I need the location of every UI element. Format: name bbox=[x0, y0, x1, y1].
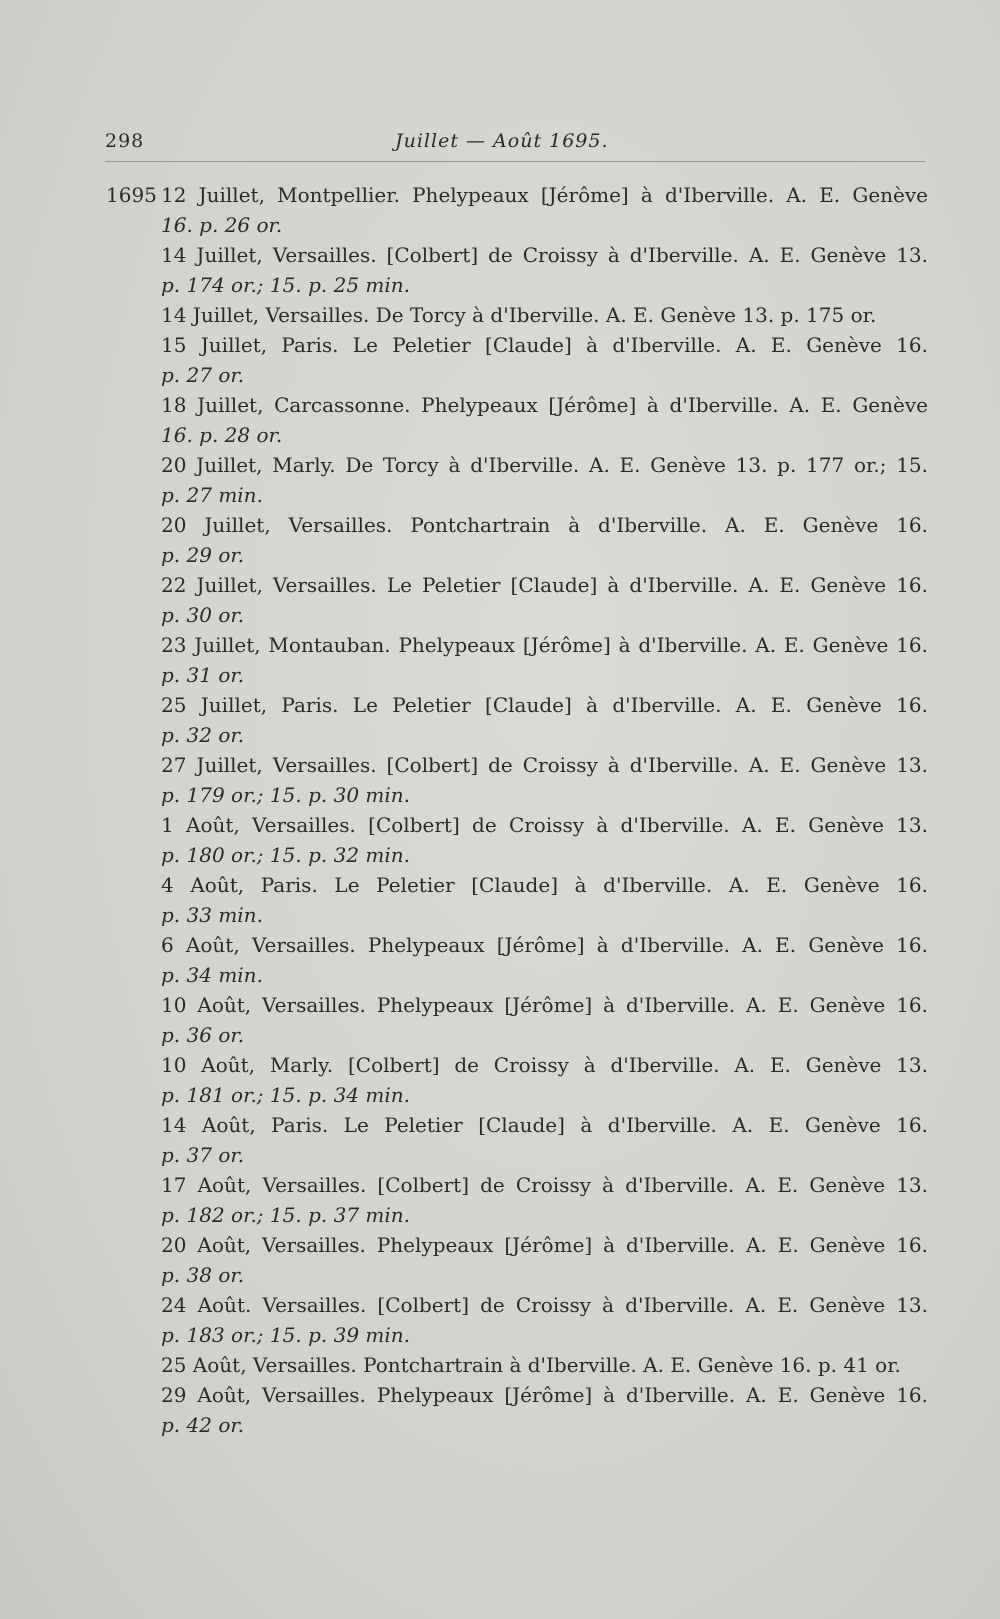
entry-main-line bbox=[106, 300, 928, 330]
entry-reference: p. 180 or.; 15. p. 32 min. bbox=[161, 843, 410, 867]
list-item bbox=[106, 930, 928, 990]
entry-text: 4 Août, Paris. Le Peletier [Claude] à d'Iberville. A. E. Genève 16. bbox=[161, 873, 928, 897]
list-item bbox=[106, 390, 928, 450]
entry-reference: 16. p. 28 or. bbox=[161, 423, 283, 447]
entry-text: 20 Juillet, Marly. De Torcy à d'Iberville. A. E. Genève 13. p. 177 or.; 15. bbox=[161, 453, 928, 477]
entry-main-line bbox=[106, 810, 928, 840]
entry-reference: p. 30 or. bbox=[161, 603, 245, 627]
entry-main-line bbox=[106, 1170, 928, 1200]
page-header bbox=[105, 122, 925, 158]
entry-main-line bbox=[106, 570, 928, 600]
list-item bbox=[106, 1380, 928, 1440]
entry-text: 29 Août, Versailles. Phelypeaux [Jérôme] à d'Iberville. A. E. Genève 16. bbox=[161, 1383, 928, 1407]
entry-text: 1 Août, Versailles. [Colbert] de Croissy à d'Iberville. A. E. Genève 13. bbox=[161, 813, 928, 837]
list-item bbox=[106, 180, 928, 240]
entry-main-line bbox=[106, 450, 928, 480]
entry-main-line bbox=[106, 1290, 928, 1320]
list-item bbox=[106, 750, 928, 810]
entry-text: 27 Juillet, Versailles. [Colbert] de Croissy à d'Iberville. A. E. Genève 13. bbox=[161, 753, 928, 777]
entry-reference: p. 29 or. bbox=[161, 543, 245, 567]
list-item bbox=[106, 330, 928, 390]
entry-text: 17 Août, Versailles. [Colbert] de Croissy à d'Iberville. A. E. Genève 13. bbox=[161, 1173, 928, 1197]
entry-text: 10 Août, Marly. [Colbert] de Croissy à d'Iberville. A. E. Genève 13. bbox=[161, 1053, 928, 1077]
page-number: 298 bbox=[105, 130, 145, 152]
entry-reference: p. 27 or. bbox=[161, 363, 245, 387]
entry-reference: p. 34 min. bbox=[161, 963, 263, 987]
entry-text: 24 Août. Versailles. [Colbert] de Croissy à d'Iberville. A. E. Genève 13. bbox=[161, 1293, 928, 1317]
entry-reference: p. 33 min. bbox=[161, 903, 263, 927]
entry-reference: p. 27 min. bbox=[161, 483, 263, 507]
running-head: Juillet — Août 1695. bbox=[395, 130, 609, 152]
entry-reference: p. 38 or. bbox=[161, 1263, 245, 1287]
entry-text: 14 Août, Paris. Le Peletier [Claude] à d'Iberville. A. E. Genève 16. bbox=[161, 1113, 928, 1137]
list-item bbox=[106, 570, 928, 630]
list-item bbox=[106, 450, 928, 510]
list-item bbox=[106, 1350, 928, 1380]
entry-reference: 16. p. 26 or. bbox=[161, 213, 283, 237]
list-item bbox=[106, 870, 928, 930]
entry-text: 25 Août, Versailles. Pontchartrain à d'Iberville. A. E. Genève 16. p. 41 or. bbox=[161, 1353, 901, 1377]
entry-main-line bbox=[106, 930, 928, 960]
entry-text: 20 Août, Versailles. Phelypeaux [Jérôme] à d'Iberville. A. E. Genève 16. bbox=[161, 1233, 928, 1257]
entry-text: 18 Juillet, Carcassonne. Phelypeaux [Jérôme] à d'Iberville. A. E. Genève bbox=[161, 393, 928, 417]
entry-main-line bbox=[106, 990, 928, 1020]
entry-main-line bbox=[106, 1350, 928, 1380]
entry-main-line bbox=[106, 1110, 928, 1140]
header-rule bbox=[105, 161, 925, 162]
year-label: 1695 bbox=[106, 183, 157, 207]
entry-reference: p. 174 or.; 15. p. 25 min. bbox=[161, 273, 410, 297]
entry-main-line bbox=[106, 330, 928, 360]
entry-text: 10 Août, Versailles. Phelypeaux [Jérôme] à d'Iberville. A. E. Genève 16. bbox=[161, 993, 928, 1017]
entry-main-line bbox=[106, 1050, 928, 1080]
entry-main-line bbox=[106, 390, 928, 420]
entry-reference: p. 32 or. bbox=[161, 723, 245, 747]
entry-text: 15 Juillet, Paris. Le Peletier [Claude] à d'Iberville. A. E. Genève 16. bbox=[161, 333, 928, 357]
entry-reference: p. 182 or.; 15. p. 37 min. bbox=[161, 1203, 410, 1227]
list-item bbox=[106, 1230, 928, 1290]
list-item bbox=[106, 510, 928, 570]
entry-main-line bbox=[106, 240, 928, 270]
entry-reference: p. 36 or. bbox=[161, 1023, 245, 1047]
list-item bbox=[106, 300, 928, 330]
entry-text: 6 Août, Versailles. Phelypeaux [Jérôme] à d'Iberville. A. E. Genève 16. bbox=[161, 933, 928, 957]
entry-text: 20 Juillet, Versailles. Pontchartrain à d'Iberville. A. E. Genève 16. bbox=[161, 513, 928, 537]
entry-text: 14 Juillet, Versailles. [Colbert] de Croissy à d'Iberville. A. E. Genève 13. bbox=[161, 243, 928, 267]
entry-reference: p. 37 or. bbox=[161, 1143, 245, 1167]
entry-main-line bbox=[106, 870, 928, 900]
entry-main-line bbox=[106, 1380, 928, 1410]
entry-list bbox=[106, 180, 928, 1440]
list-item bbox=[106, 1170, 928, 1230]
entry-main-line bbox=[106, 750, 928, 780]
entry-reference: p. 179 or.; 15. p. 30 min. bbox=[161, 783, 410, 807]
list-item bbox=[106, 810, 928, 870]
entry-main-line bbox=[106, 690, 928, 720]
list-item bbox=[106, 690, 928, 750]
list-item bbox=[106, 1290, 928, 1350]
entry-reference: p. 183 or.; 15. p. 39 min. bbox=[161, 1323, 410, 1347]
entry-main-line bbox=[106, 180, 928, 210]
list-item bbox=[106, 630, 928, 690]
list-item bbox=[106, 1050, 928, 1110]
entry-main-line bbox=[106, 510, 928, 540]
entry-text: 22 Juillet, Versailles. Le Peletier [Claude] à d'Iberville. A. E. Genève 16. bbox=[161, 573, 928, 597]
entry-text: 14 Juillet, Versailles. De Torcy à d'Iberville. A. E. Genève 13. p. 175 or. bbox=[161, 303, 877, 327]
entry-reference: p. 42 or. bbox=[161, 1413, 245, 1437]
entry-reference: p. 31 or. bbox=[161, 663, 245, 687]
list-item bbox=[106, 240, 928, 300]
entry-main-line bbox=[106, 1230, 928, 1260]
list-item bbox=[106, 1110, 928, 1170]
entry-reference: p. 181 or.; 15. p. 34 min. bbox=[161, 1083, 410, 1107]
list-item bbox=[106, 990, 928, 1050]
entry-text: 25 Juillet, Paris. Le Peletier [Claude] à d'Iberville. A. E. Genève 16. bbox=[161, 693, 928, 717]
entry-main-line bbox=[106, 630, 928, 660]
entry-text: 23 Juillet, Montauban. Phelypeaux [Jérôme] à d'Iberville. A. E. Genève 16. bbox=[161, 633, 928, 657]
entry-text: 12 Juillet, Montpellier. Phelypeaux [Jérôme] à d'Iberville. A. E. Genève bbox=[161, 183, 928, 207]
